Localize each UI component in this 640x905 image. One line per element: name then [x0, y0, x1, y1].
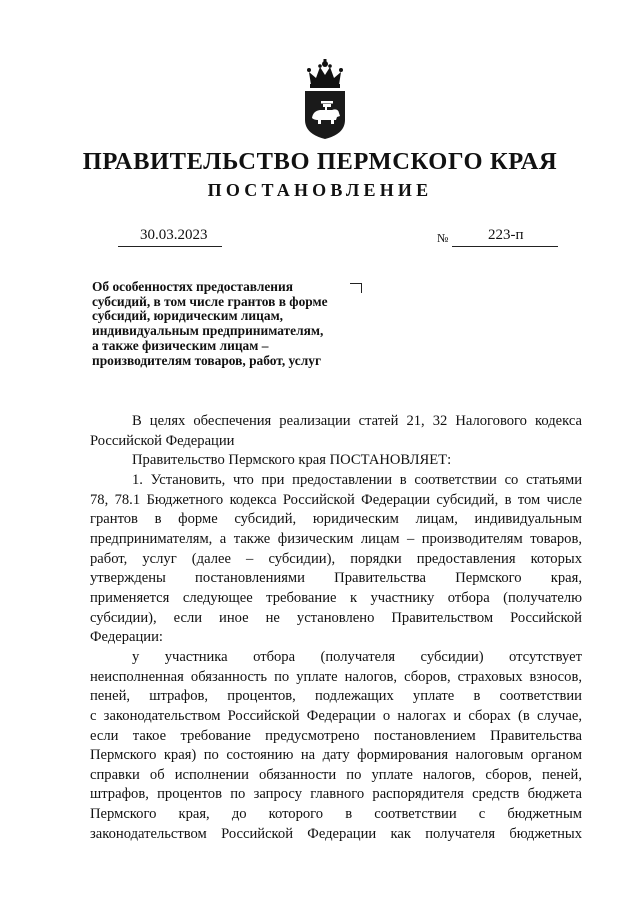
- body-line: Российской Федерации: [90, 432, 235, 449]
- body-line: Правительство Пермского края ПОСТАНОВЛЯЕТ:: [132, 452, 452, 469]
- subject-line: индивидуальным предпринимателям,: [92, 323, 324, 339]
- body-line: применяется следующее требование к участнику отбора (получателю: [90, 589, 582, 606]
- document-body: [90, 412, 582, 844]
- body-line: 78, 78.1 Бюджетного кодекса Российской Федерации субсидий, в том числе: [90, 491, 582, 508]
- number-label: №: [437, 231, 449, 245]
- body-line: утверждены постановлениями Правительства Пермского края,: [90, 570, 582, 587]
- body-line: субсидии), если иное не установлено Правительством Российской: [90, 609, 582, 626]
- document-number: 223-п: [488, 227, 524, 243]
- subject-line: а также физическим лицам –: [92, 337, 269, 353]
- body-line: 1. Установить, что при предоставлении в соответствии со статьями: [132, 471, 582, 488]
- body-line: В целях обеспечения реализации статей 21, 32 Налогового кодекса: [132, 413, 582, 429]
- subject-line: субсидий, юридическим лицам,: [92, 308, 284, 324]
- body-line: неисполненная обязанность по уплате налогов, сборов, страховых взносов,: [90, 668, 582, 685]
- body-line: Пермского края) по состоянию на дату формирования налоговым органом: [90, 747, 582, 764]
- body-line: грантов в форме субсидий, юридическим лицам, индивидуальным: [90, 511, 582, 528]
- document-subject: [92, 280, 328, 368]
- subject-line: Об особенностях предоставления: [92, 279, 293, 294]
- subject-line: производителям товаров, работ, услуг: [92, 352, 322, 368]
- coat-of-arms-emblem: [299, 58, 351, 140]
- body-line: Пермского края, до которого в соответствии с бюджетным: [90, 806, 582, 823]
- body-line: с законодательством Российской Федерации о налогах и сборах (в случае,: [90, 707, 582, 724]
- body-line: работ, услуг (далее – субсидии), порядки предоставления которых: [90, 550, 582, 567]
- number-underline: [452, 246, 558, 247]
- date-underline: [118, 246, 222, 247]
- body-line: у участника отбора (получателя субсидии) отсутствует: [132, 648, 582, 665]
- body-line: штрафов, процентов по запросу главного распорядителя средств бюджета: [90, 786, 582, 803]
- body-line: Федерации:: [90, 629, 163, 646]
- body-line: законодательством Российской Федерации как получателя бюджетных: [90, 825, 582, 842]
- subject-line: субсидий, в том числе грантов в форме: [92, 293, 328, 309]
- government-title: ПРАВИТЕЛЬСТВО ПЕРМСКОГО КРАЯ: [82, 148, 558, 175]
- subject-corner-mark: [350, 283, 362, 293]
- body-line: если такое требование предусмотрено постановлением Правительства: [90, 727, 582, 744]
- body-line: пеней, штрафов, процентов, подлежащих уплате в соответствии: [90, 688, 582, 705]
- body-line: предпринимателям, а также физическим лицам – производителям товаров,: [90, 530, 582, 547]
- document-date: 30.03.2023: [140, 227, 208, 243]
- body-line: справки об исполнении обязанности по уплате налогов, сборов, пеней,: [90, 766, 582, 783]
- document-type: ПОСТАНОВЛЕНИЕ: [207, 180, 433, 200]
